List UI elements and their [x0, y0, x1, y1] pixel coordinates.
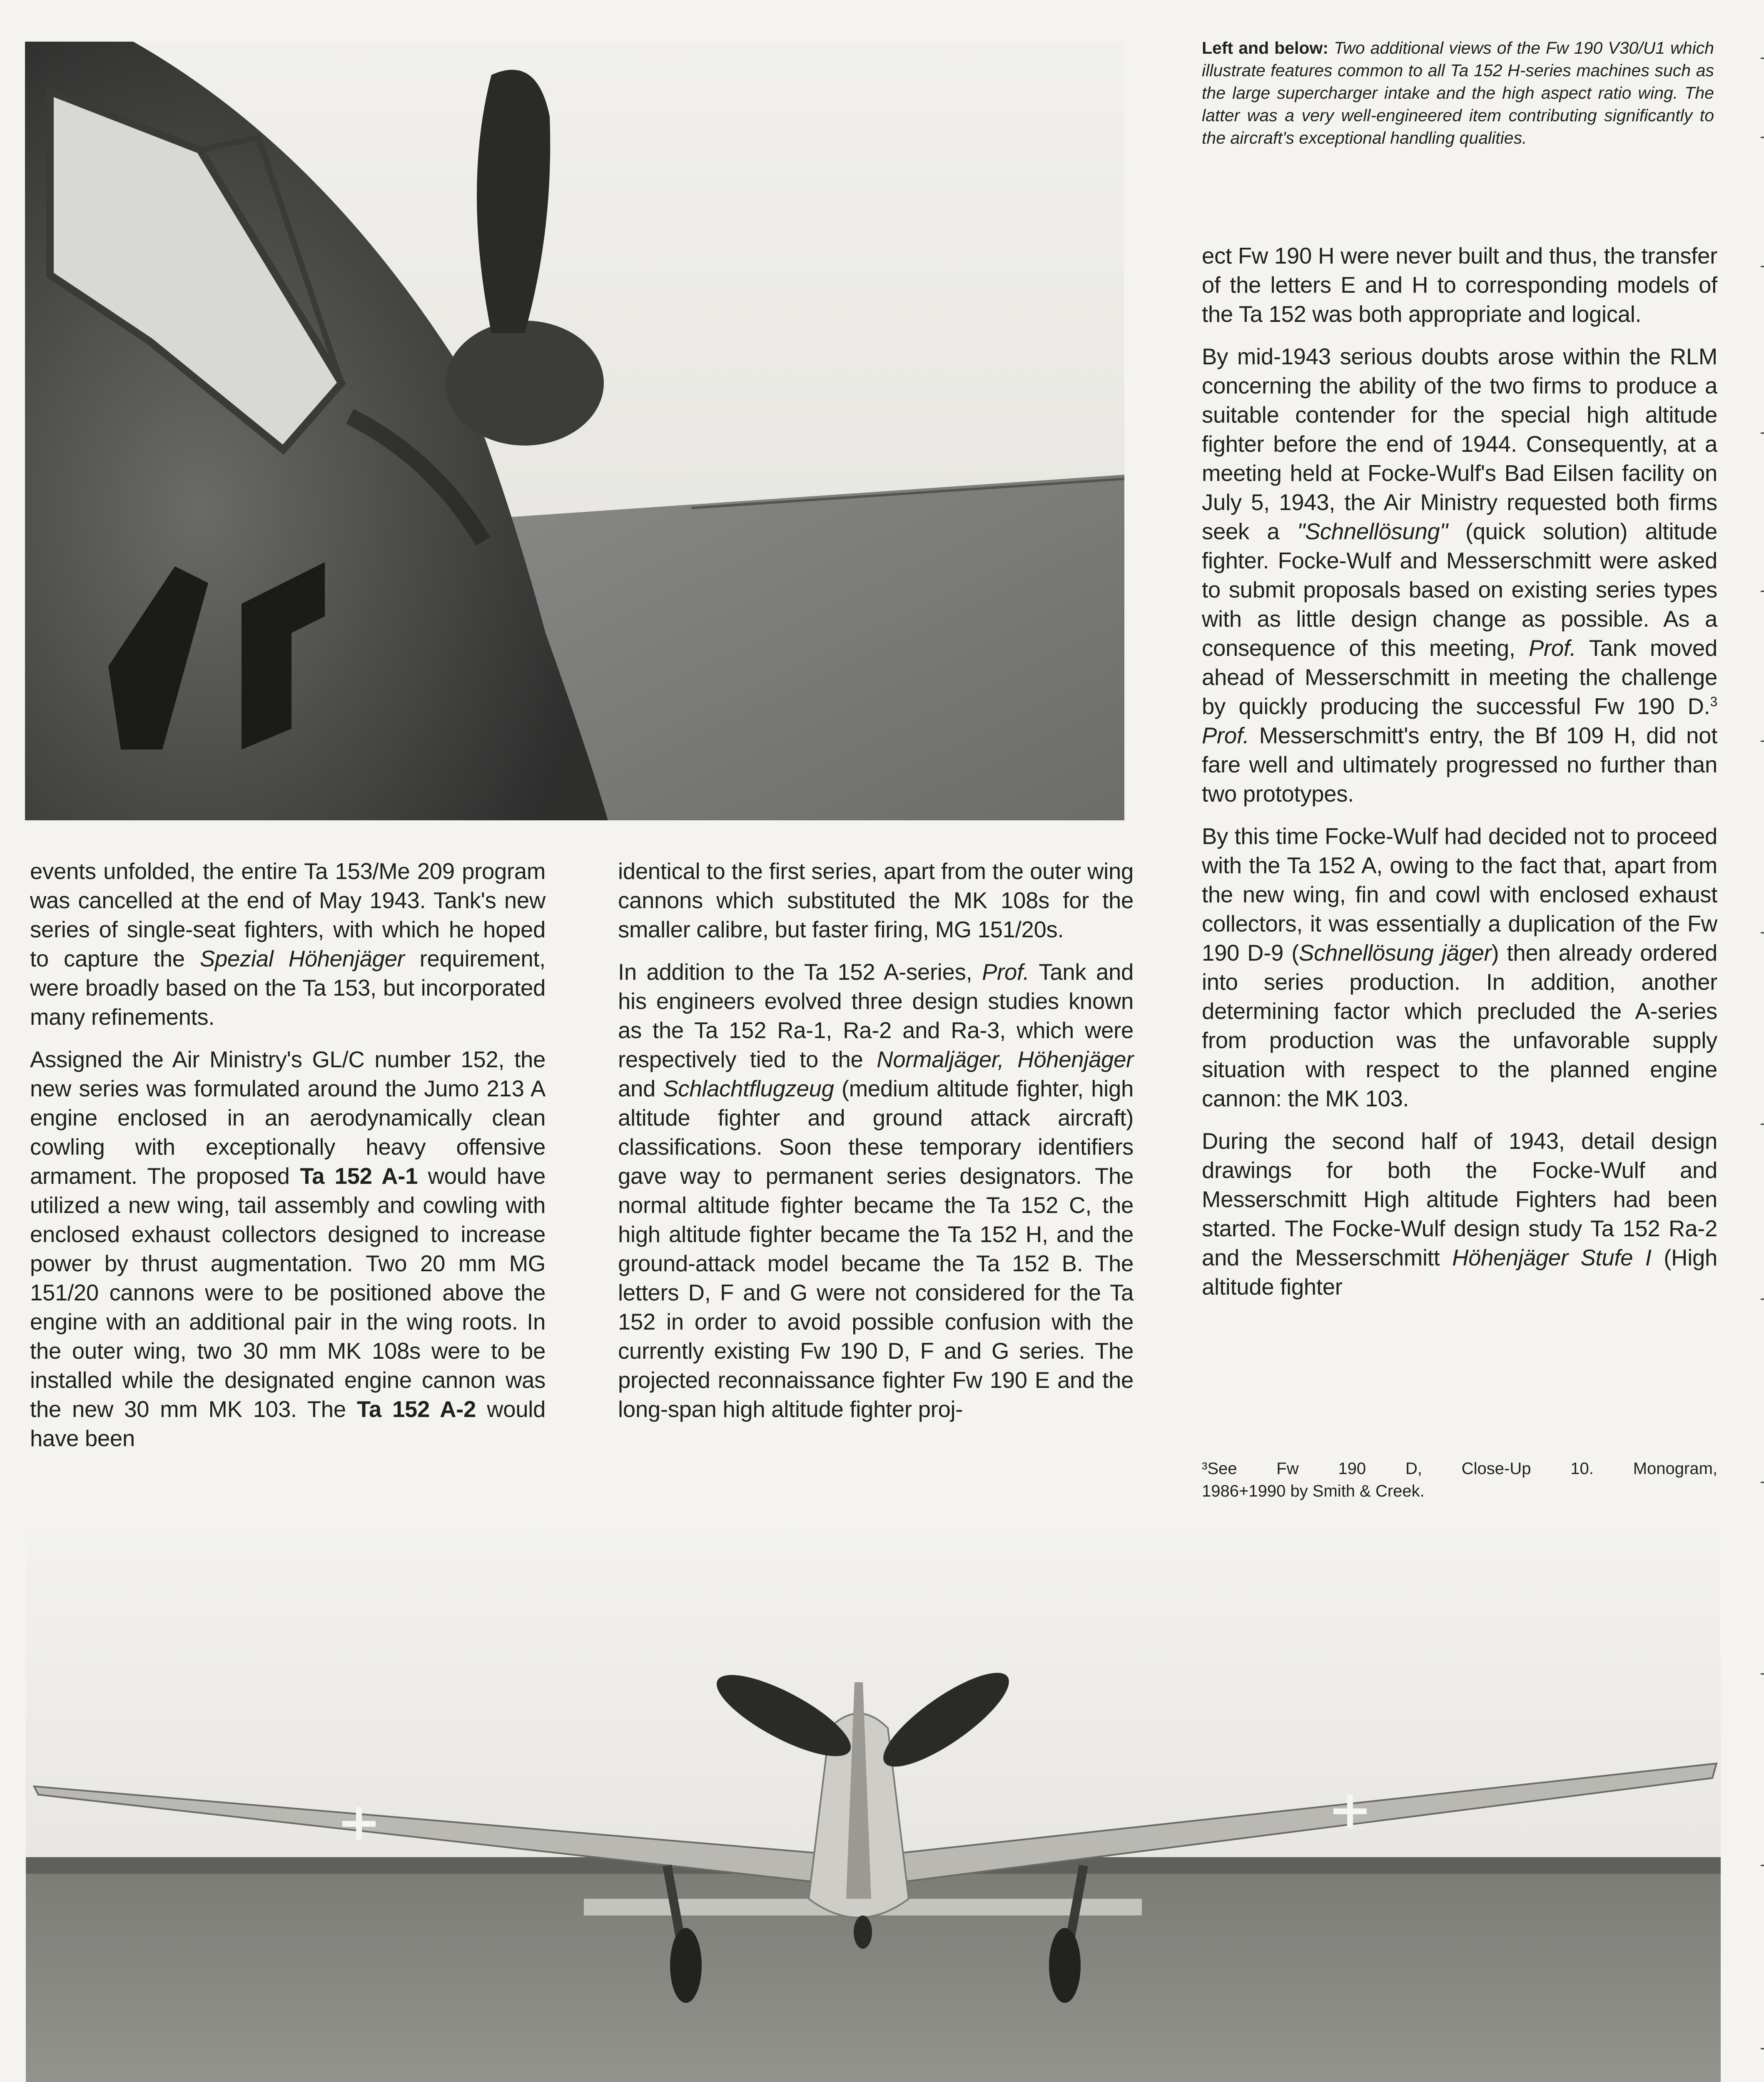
- col1-paragraph-1: events unfolded, the entire Ta 153/Me 209 program was cancelled at the end of May 1943. Tank's new series of single-seat fighters, with which he hoped to capture the Spezial Höhenjäger requirement, were broadly based on the Ta 153, but incorporated many refinements.: [30, 859, 546, 1030]
- footnote-line-1: ³See Fw 190 D, Close-Up 10. Monogram,: [1202, 1459, 1717, 1478]
- text-column-2: [618, 857, 1134, 1437]
- text-column-1: [30, 857, 546, 1467]
- photo-cockpit-closeup: [25, 42, 1124, 820]
- aircraft-photo-illustration: [26, 1524, 1721, 2082]
- photo-caption: [1202, 37, 1714, 149]
- caption-lead: Left and below:: [1202, 38, 1329, 57]
- caption-body: Two additional views of the Fw 190 V30/U1 which illustrate features common to all Ta 152 H-series machines such as the large supercharger intake and the high aspect ratio wing. The latter was a very well-engineered item contributing significantly to the aircraft's exceptional handling qualities.: [1202, 38, 1714, 147]
- col3-paragraph-4: During the second half of 1943, detail design drawings for both the Focke-Wulf and Messerschmitt High altitude Fighters had been started. The Focke-Wulf design study Ta 152 Ra-2 and the Messerschmitt Höhenjäger Stufe I (High altitude fighter: [1202, 1128, 1718, 1300]
- photo-aircraft-rear-view: [26, 1524, 1721, 2082]
- footnote-ref: 3: [1710, 694, 1717, 709]
- text-column-3: [1202, 242, 1717, 1315]
- footnote: [1202, 1457, 1717, 1502]
- col3-paragraph-2: By mid-1943 serious doubts arose within the RLM concerning the ability of the two firms to produce a suitable contender for the special high altitude fighter before the end of 1944. Consequently, at a meeting held at Focke-Wulf's Bad Eilsen facility on July 5, 1943, the Air Ministry requested both firms seek a "Schnellösung" (quick solution) altitude fighter. Focke-Wulf and Messerschmitt were asked to submit proposals based on existing series types with as little design change as possible. As a consequence of this meeting, Prof. Tank moved ahead of Messerschmitt in meeting the challenge by quickly producing the successful Fw 190 D.$^3$ Prof. Messerschmitt's entry, the Bf 109 H, did not fare well and ultimately progressed no further than two prototypes.: [1202, 344, 1718, 807]
- col2-paragraph-1: identical to the first series, apart from the outer wing cannons which substituted the MK 108s for the smaller calibre, but faster firing, MG 151/20s.: [618, 859, 1134, 942]
- col1-paragraph-2: Assigned the Air Ministry's GL/C number 152, the new series was formulated around the Jumo 213 A engine enclosed in an aerodynamically clean cowling with exceptionally heavy offensive armament. The proposed Ta 152 A-1 would have utilized a new wing, tail assembly and cowling with enclosed exhaust collectors designed to increase power by thrust augmentation. Two 20 mm MG 151/20 cannons were to be positioned above the engine with an additional pair in the wing roots. In the outer wing, two 30 mm MK 108s were to be installed while the designated engine cannon was the new 30 mm MK 103. The Ta 152 A-2 would have been: [30, 1047, 546, 1451]
- footnote-line-2: 1986+1990 by Smith & Creek.: [1202, 1482, 1425, 1500]
- cockpit-photo-illustration: [25, 42, 1124, 820]
- page-edge-marks: [1760, 0, 1764, 2082]
- col3-paragraph-1: ect Fw 190 H were never built and thus, the transfer of the letters E and H to corresponding models of the Ta 152 was both appropriate and logical.: [1202, 243, 1717, 327]
- col2-paragraph-2: In addition to the Ta 152 A-series, Prof. Tank and his engineers evolved three design studies known as the Ta 152 Ra-1, Ra-2 and Ra-3, which were respectively tied to the Normaljäger, Höhenjäger and Schlachtflugzeug (medium altitude fighter, high altitude fighter and ground attack aircraft) classifications. Soon these temporary identifiers gave way to permanent series designators. The normal altitude fighter became the Ta 152 C, the high altitude fighter became the Ta 152 H, and the ground-attack model became the Ta 152 B. The letters D, F and G were not considered for the Ta 152 in order to avoid possible confusion with the currently existing Fw 190 D, F and G series. The projected reconnaissance fighter Fw 190 E and the long-span high altitude fighter proj-: [618, 959, 1134, 1422]
- col3-paragraph-3: By this time Focke-Wulf had decided not to proceed with the Ta 152 A, owing to the fact that, apart from the new wing, fin and cowl with enclosed exhaust collectors, it was essentially a duplication of the Fw 190 D-9 (Schnellösung jäger) then already ordered into series production. In addition, another determining factor which precluded the A-series from production was the unfavorable supply situation with respect to the planned engine cannon: the MK 103.: [1202, 824, 1717, 1111]
